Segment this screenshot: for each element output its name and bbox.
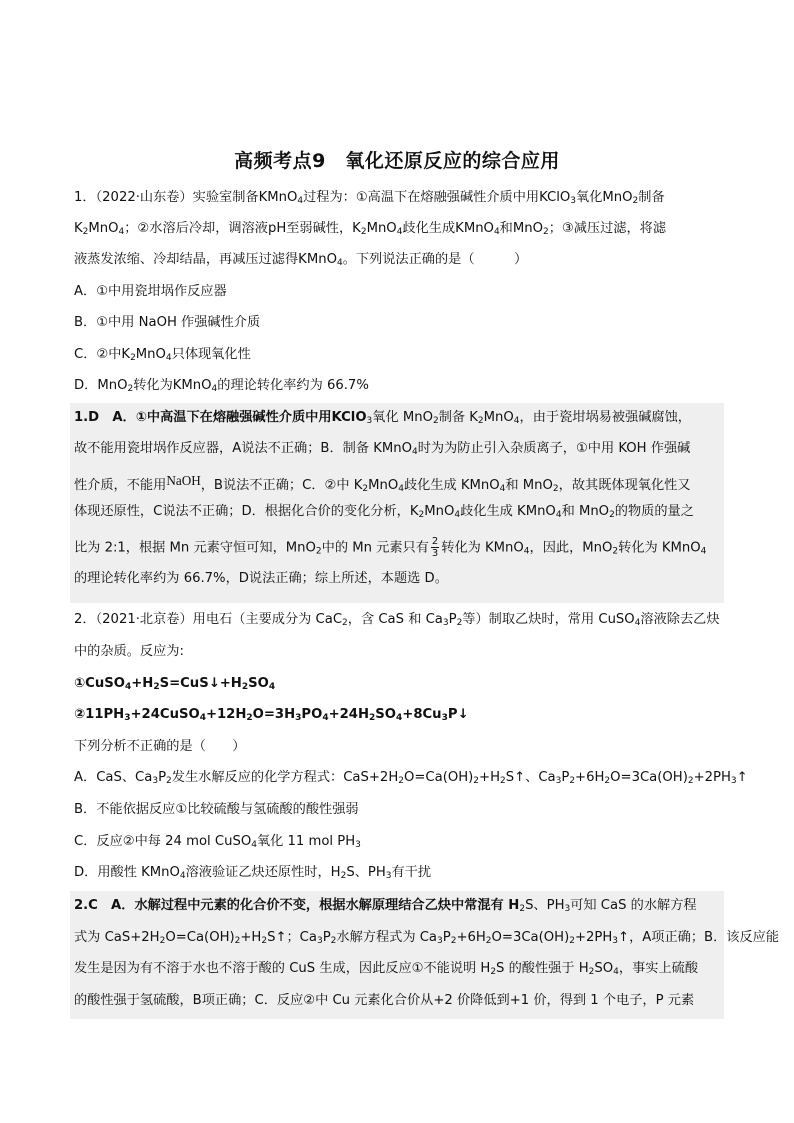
answer-1-line-2: 故不能用瓷坩埚作反应器，A说法不正确；B．制备 KMnO$_4$时为为防止引入杂质离子，①中用 KOH 作强碱 [74, 441, 691, 457]
reaction-2: $②11PH_3+24CuSO_4+12H_2O=3H_3PO_4+24H_2SO_4+8Cu_3P↓$ [74, 707, 469, 723]
question-2-option-d: D．用酸性 KMnO$_4$溶液验证乙炔还原性时，$H_2S$、$PH_3$有干扰 [74, 865, 432, 881]
answer-1-line-3: 性介质，不能用NaOH，B说法不正确；C．②中 $K_2MnO_4$歧化生成 KMnO$_4$和 MnO$_2$，故其既体现氧化性又 [74, 473, 691, 494]
answer-2-line-3: 发生是因为有不溶于水也不溶于酸的 CuS 生成，因此反应①不能说明 $H_2S$ 的酸性强于 $H_2SO_4$，事实上硫酸 [74, 961, 699, 977]
answer-1-block [70, 403, 724, 603]
question-1-line-2: $K_2MnO_4$；②水溶后冷却，调溶液pH至弱碱性，$K_2MnO_4$歧化生成KMnO$_4$和MnO$_2$；③减压过滤，将滤 [74, 221, 667, 237]
question-2-ask: 下列分析不正确的是（ ） [74, 739, 246, 754]
answer-2-line-2: 式为 $CaS+2H_2O=Ca(OH)_2+H_2S↑$；$Ca_3P_2$水解方程式为 $Ca_3P_2+6H_2O=3Ca(OH)_2+2PH_3↑$，A项正确；B．该反应能 [74, 930, 780, 946]
answer-1-line-6: 的理论转化率约为 66.7%，D说法正确；综上所述，本题选 D。 [74, 571, 448, 586]
answer-2-line-1: 2.C A．水解过程中元素的化合价不变，根据水解原理结合乙炔中常混有 $H_2S$、$PH_3$可知 CaS 的水解方程 [74, 898, 697, 914]
question-2-option-b: B．不能依据反应①比较硫酸与氢硫酸的酸性强弱 [74, 802, 359, 817]
answer-2-block [70, 891, 780, 1019]
question-1-option-b: B．①中用 NaOH 作强碱性介质 [74, 315, 261, 330]
question-2-option-c: C．反应②中每 24 mol CuSO$_4$氧化 11 mol $PH_3$ [74, 834, 361, 850]
page-title: 高频考点9 氧化还原反应的综合应用 [234, 150, 560, 172]
question-2-line-1: 2．（2021·北京卷）用电石（主要成分为 CaC$_2$，含 CaS 和 $Ca_3P_2$等）制取乙炔时，常用 CuSO$_4$溶液除去乙炔 [74, 612, 720, 628]
question-1-line-3: 液蒸发浓缩、冷却结晶，再减压过滤得KMnO$_4$。下列说法正确的是（ ） [74, 252, 528, 268]
answer-1-line-5: 比为 2:1，根据 Mn 元素守恒可知，MnO$_2$中的 Mn 元素只有 $\frac{2}{3}$ 转化为 KMnO$_4$，因此，MnO$_2$转化为 KMnO$_4$ [74, 536, 707, 559]
question-1-line-1: 1．（2022·山东卷）实验室制备KMnO$_4$过程为：①高温下在熔融强碱性介质中用KClO$_3$氧化MnO$_2$制备 [74, 190, 665, 206]
answer-1-line-1: 1.D A．①中高温下在熔融强碱性介质中用KClO$_3$氧化 MnO$_2$制备 $K_2MnO_4$，由于瓷坩埚易被强碱腐蚀， [74, 410, 691, 426]
question-1-option-d: D．MnO$_2$转化为KMnO$_4$的理论转化率约为 66.7% [74, 378, 369, 394]
answer-1-line-4: 体现还原性，C说法不正确；D．根据化合价的变化分析，$K_2MnO_4$歧化生成 KMnO$_4$和 MnO$_2$的物质的量之 [74, 504, 694, 520]
question-2-option-a: A．CaS、$Ca_3P_2$发生水解反应的化学方程式：$CaS+2H_2O=Ca(OH)_2+H_2S↑$、$Ca_3P_2+6H_2O=3Ca(OH)_2+2PH_3↑$ [74, 770, 748, 786]
question-1-option-a: A．①中用瓷坩埚作反应器 [74, 284, 227, 299]
question-2-line-2: 中的杂质。反应为: [74, 644, 184, 659]
answer-2-line-4: 的酸性强于氢硫酸，B项正确；C．反应②中 Cu 元素化合价从+2 价降低到+1 价，得到 1 个电子，P 元素 [74, 993, 695, 1008]
fraction-two-thirds: $\frac{2}{3}$ [431, 536, 439, 559]
question-1-option-c: C．②中$K_2MnO_4$只体现氧化性 [74, 347, 251, 363]
reaction-1: $①CuSO_4+H_2S=CuS↓+H_2SO_4$ [74, 676, 276, 692]
